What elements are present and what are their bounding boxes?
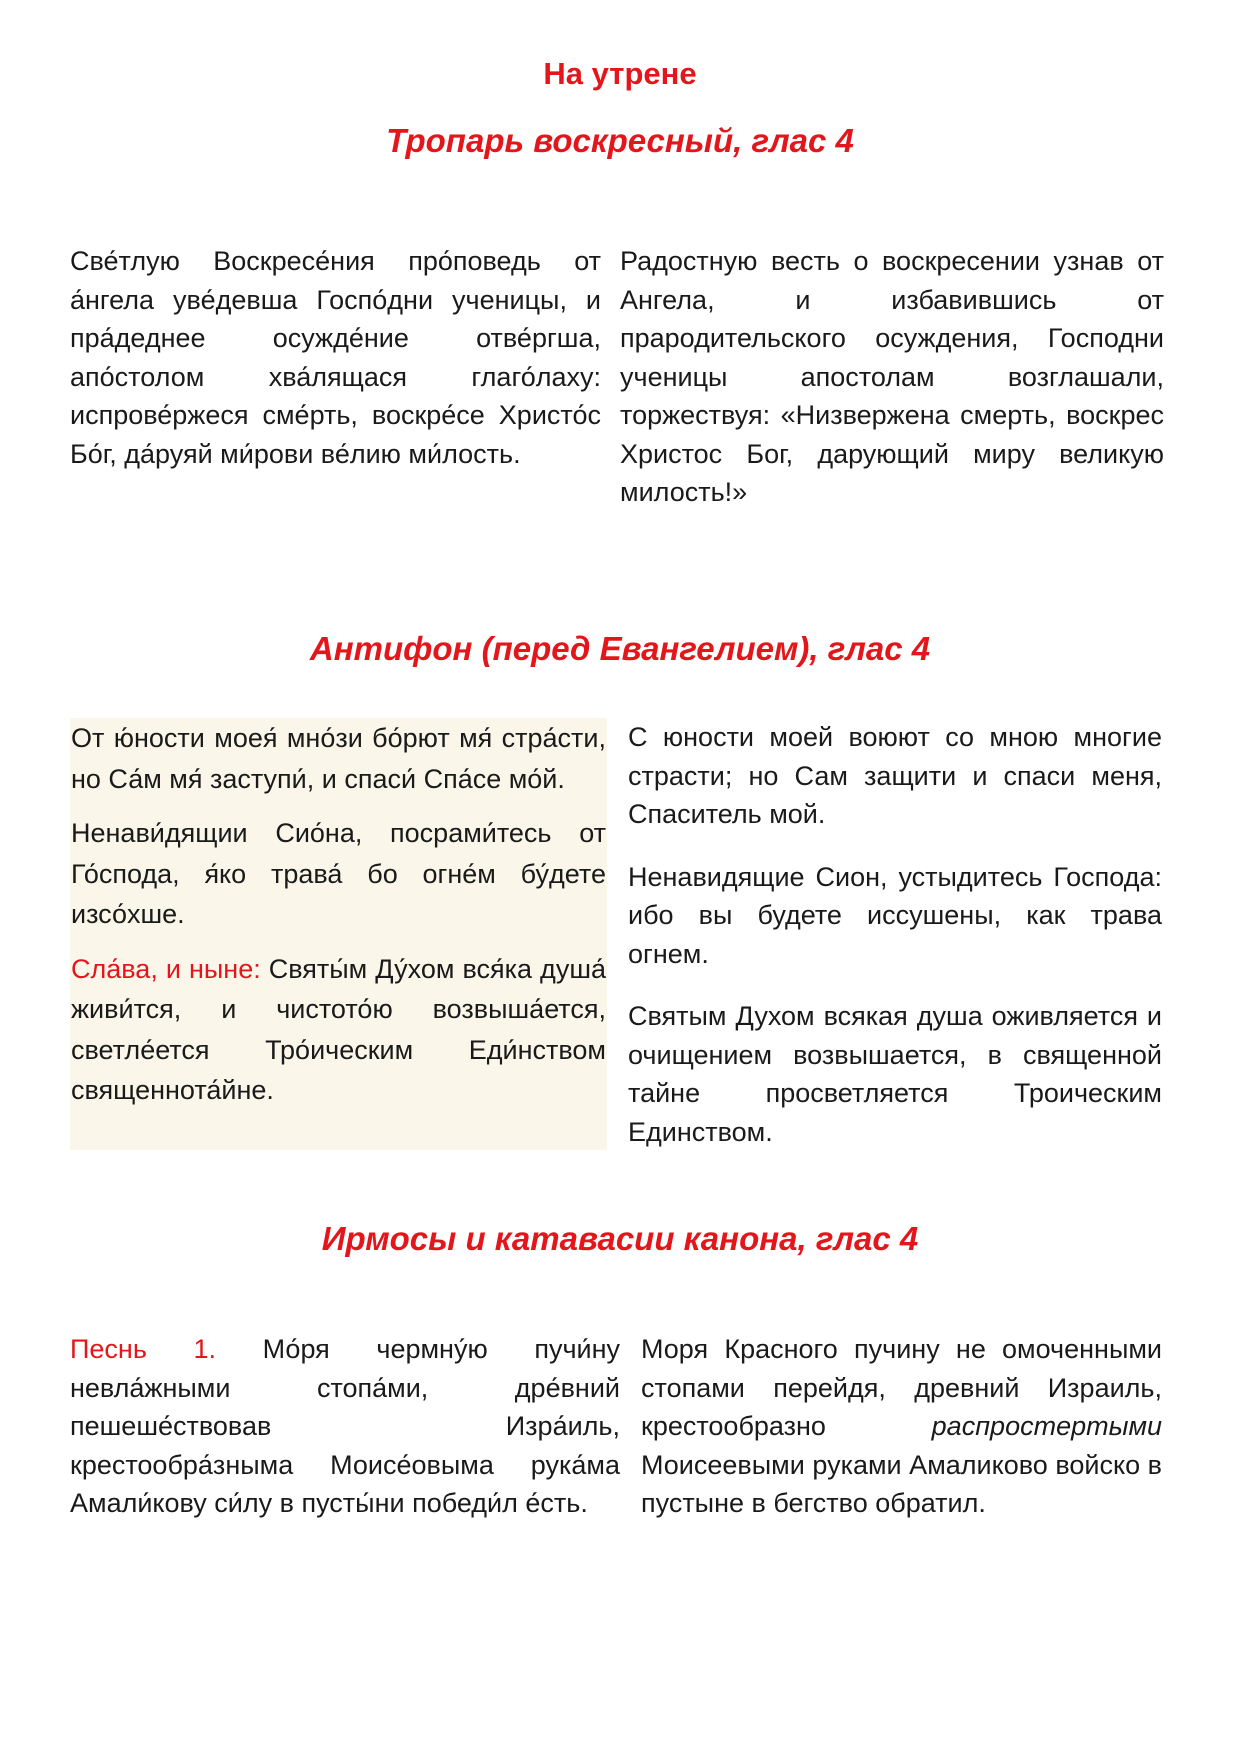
page-title: На утрене <box>543 56 697 91</box>
antiphon-slavonic-verse-2: Ненави́дящии Сио́на, посрами́тесь от Го́спода, я́ко трава́ бо огне́м бу́дете изсо́хше. <box>71 818 606 929</box>
antiphon-russian-verse-2: Ненавидящие Сион, устыдитесь Господа: ибо вы будете иссушены, как трава огнем. <box>628 861 1162 969</box>
troparion-russian-text <box>620 242 1164 512</box>
troparion-slavonic-paragraph: Све́тлую Воскресе́ния про́поведь от а́нгела уве́девша Госпо́дни ученицы, и пра́деднее осужде́ние отве́ргша, апо́столом хва́лящася глаго́лаху: испрове́ржеся сме́рть, воскре́се Христо́с Бо́г, да́руяй ми́рови ве́лию ми́лость. <box>70 246 601 469</box>
irmos-slavonic-body: Мо́ря чермну́ю пучи́ну невла́жными стопа́ми, дре́вний пешеше́ствовав Изра́иль, крестообра́зныма Моисе́овыма рука́ма Амали́кову си́лу в пусты́ни победи́л е́сть. <box>70 1334 620 1518</box>
irmos-title: Ирмосы и катавасии канона, глас 4 <box>321 1220 919 1257</box>
irmos-russian-italic: распростертыми <box>931 1411 1162 1441</box>
ode-label: Песнь 1. <box>70 1334 217 1364</box>
antiphon-russian-text <box>628 718 1162 1151</box>
antiphon-russian-verse-3: Святым Духом всякая душа оживляется и очищением возвышается, в священной тайне просветляется Троическим Единством. <box>628 1001 1162 1147</box>
troparion-slavonic-text <box>70 242 601 473</box>
irmos-russian-part-a: Моря Красного пучину не омоченными стопами перейдя, древний Израиль, крестообразно <box>641 1334 1162 1441</box>
antiphon-slavonic-verse-1: От ю́ности моея́ мно́зи бо́рют мя́ стра́сти, но Са́м мя́ заступи́, и спаси́ Спа́се мо́й. <box>71 723 606 794</box>
irmos-russian-part-b: Моисеевыми руками Амаликово войско в пустыне в бегство обратил. <box>641 1449 1162 1518</box>
irmos-russian-paragraph <box>641 1330 1162 1523</box>
irmos-russian-text <box>641 1330 1162 1523</box>
troparion-russian-paragraph: Радостную весть о воскресении узнав от Ангела, и избавившись от прародительского осуждения, Господни ученицы апостолам возглашали, торжествуя: «Низвержена смерть, воскрес Христос Бог, дарующий миру великую милость!» <box>620 246 1164 507</box>
troparion-title: Тропарь воскресный, глас 4 <box>386 122 854 159</box>
antiphon-slavonic-text <box>70 718 607 1150</box>
antiphon-slavonic-verse-3-text: Святы́м Ду́хом вся́ка душа́ живи́тся, и чистото́ю возвыша́ется, светле́ется Тро́ическим Еди́нством священнота́йне. <box>71 953 606 1105</box>
doxology-label: Сла́ва, и ныне: <box>71 953 261 984</box>
antiphon-title: Антифон (перед Евангелием), глас 4 <box>309 630 931 667</box>
irmos-slavonic-text <box>70 1330 620 1523</box>
antiphon-slavonic-verse-3 <box>71 949 606 1111</box>
irmos-slavonic-paragraph <box>70 1330 620 1523</box>
antiphon-russian-verse-1: С юности моей воюют со мною многие страсти; но Сам защити и спаси меня, Спаситель мой. <box>628 722 1162 829</box>
